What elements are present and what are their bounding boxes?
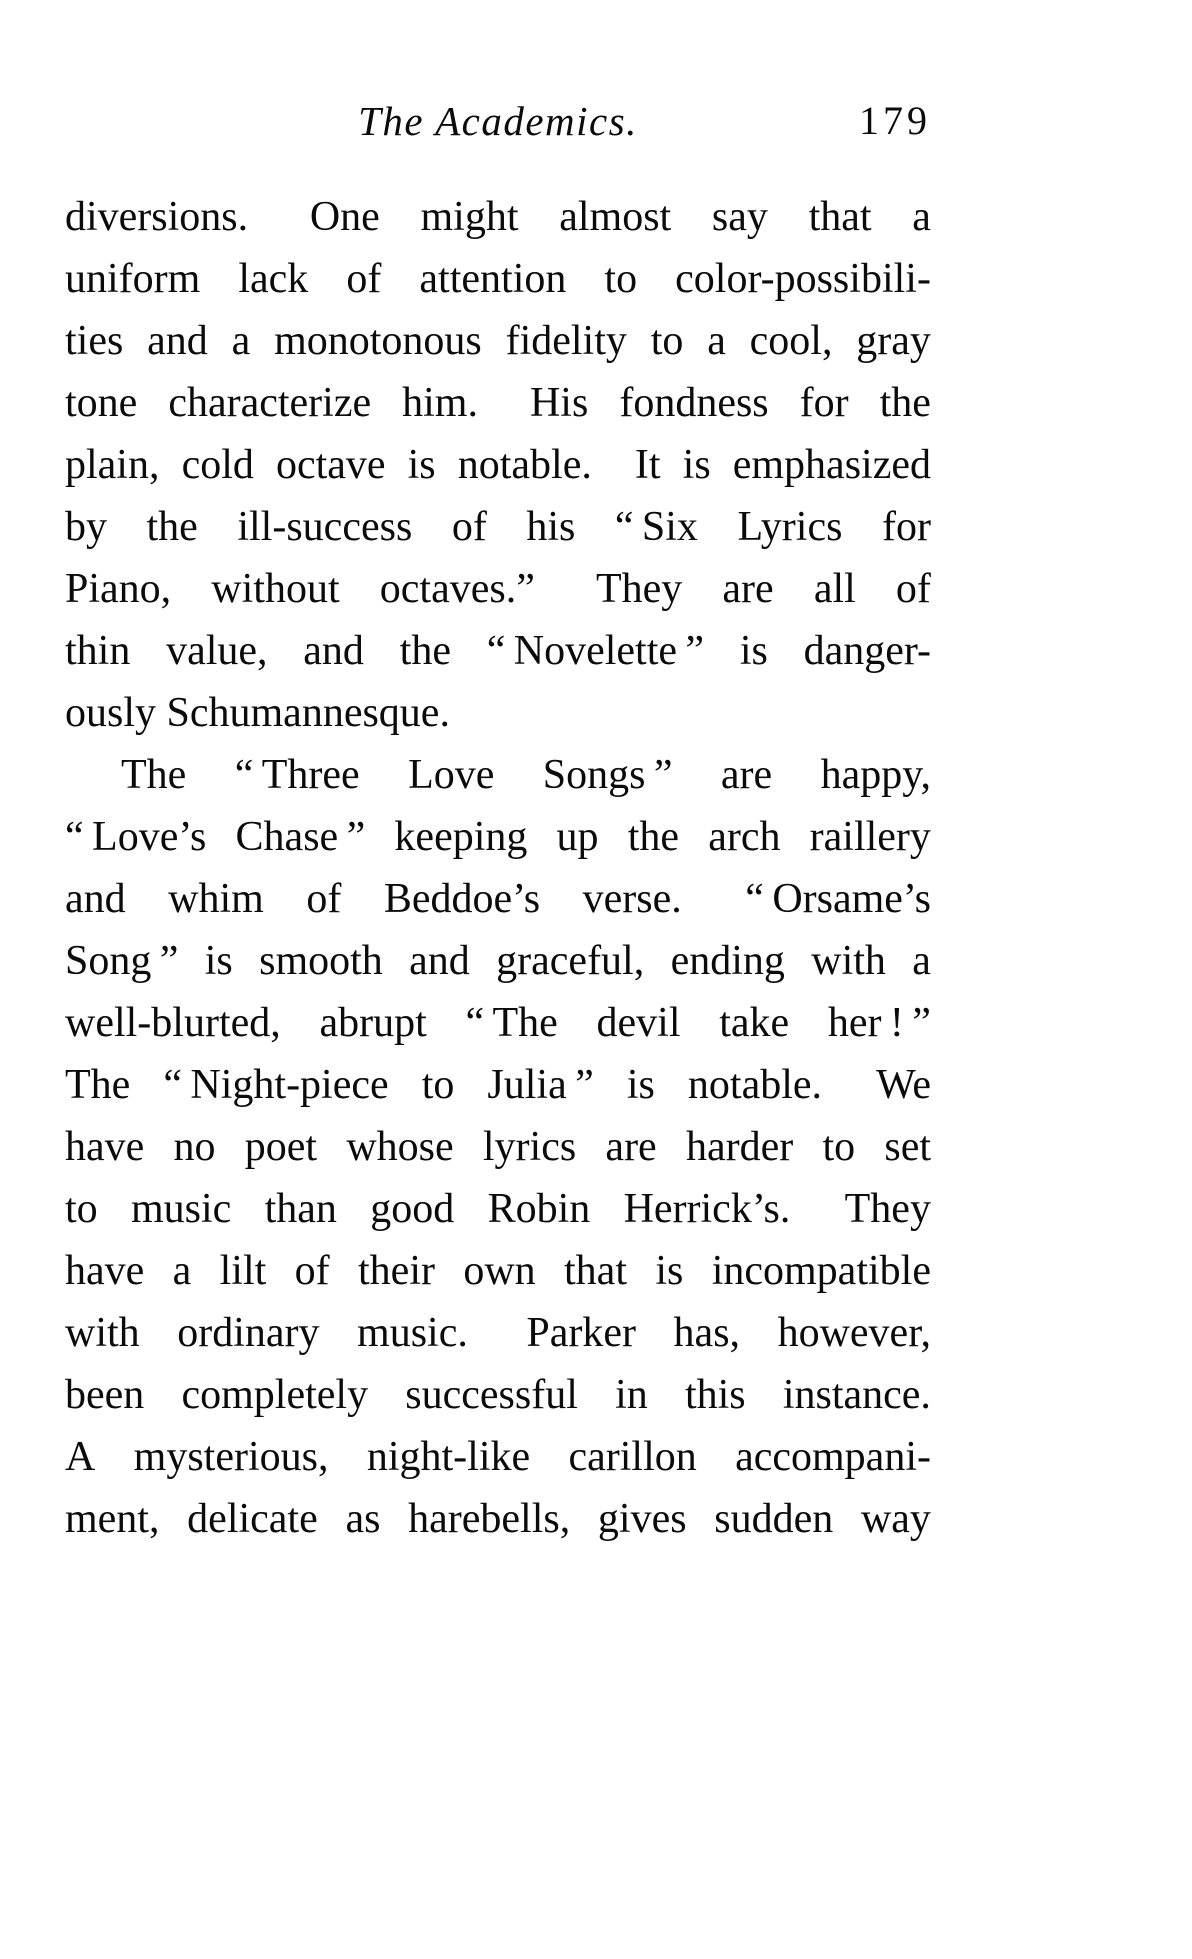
word: cold [181,442,254,488]
word: raillery [809,814,931,860]
word: devil [596,1000,681,1046]
text-line [65,992,931,1054]
running-title: The Academics. [358,98,638,144]
word: might [420,194,519,240]
word: ordinary [177,1310,320,1356]
word: Robin [487,1186,591,1232]
word: a [231,318,251,364]
word: as [345,1496,381,1542]
word: octave [275,442,386,488]
word: take [719,1000,790,1046]
word: successful [405,1372,578,1418]
word: A [65,1434,96,1480]
word: monotonous [274,318,482,364]
word: Songs ” [542,752,673,798]
text-line [65,310,931,372]
text-line [65,1054,931,1116]
word: Parker [526,1310,637,1356]
word: are [722,566,774,612]
word: in [615,1372,648,1418]
word: all [813,566,856,612]
word: have [65,1248,145,1294]
word: Herrick’s. [623,1186,812,1232]
word: smooth [259,938,383,984]
text-line [65,1178,931,1240]
word: the [627,814,680,860]
word: music. [357,1310,489,1356]
word: a [707,318,726,364]
word: of [895,566,931,612]
word: Song ” [65,938,179,984]
word: uniform [65,256,201,302]
text-line [65,620,931,682]
word: sudden [714,1496,834,1542]
word: no [173,1124,216,1170]
word: music [130,1186,232,1232]
word: instance. [782,1372,931,1418]
word: him. [402,380,499,426]
word: than [264,1186,337,1232]
word: way [860,1496,931,1542]
word: is [739,628,768,674]
word: set [884,1124,931,1170]
word: his [526,504,576,550]
word: “ Orsame’s [745,876,931,922]
word: has, [673,1310,741,1356]
word: that [564,1248,627,1294]
text-line [65,1426,931,1488]
word: the [399,628,451,674]
word: attention [419,256,567,302]
word: accompani- [735,1434,931,1480]
word: poet [244,1124,318,1170]
word: to [650,318,684,364]
word: Chase ” [235,814,366,860]
word: are [605,1124,657,1170]
word: is [682,442,711,488]
word: One [309,194,380,240]
word: tone [65,380,138,426]
word: notable. [457,442,613,488]
word: is [407,442,436,488]
word: a [912,194,931,240]
text-line [65,1302,931,1364]
word: gives [597,1496,687,1542]
text-line [65,558,931,620]
word: His [529,380,589,426]
word: of [451,504,487,550]
word: We [876,1062,931,1108]
word: is [204,938,233,984]
page-lines [65,186,931,1550]
text-line [65,186,931,248]
word: verse. [582,876,703,922]
word: the [146,504,198,550]
text-line [65,930,931,992]
word: thin [65,628,131,674]
word: harebells, [408,1496,571,1542]
word: emphasized [732,442,931,488]
word: by [65,504,107,550]
word: been [65,1372,145,1418]
text-line [65,868,931,930]
word: notable. [687,1062,844,1108]
text-line [65,372,931,434]
word: to [421,1062,455,1108]
word: It [634,442,661,488]
page-header [65,92,931,150]
word: her ! ” [827,1000,931,1046]
word: Love [408,752,495,798]
word: good [370,1186,455,1232]
word: say [711,194,768,240]
word: Julia ” [487,1062,594,1108]
word: abrupt [319,1000,427,1046]
word: have [65,1124,145,1170]
word: ties [65,318,124,364]
word: fidelity [505,318,627,364]
word: Piano, [65,566,172,612]
word: octaves.” [379,566,556,612]
word: color-possibili- [675,256,931,302]
word: lack [238,256,309,302]
word: They [595,566,683,612]
word: for [881,504,931,550]
word: and [65,876,126,922]
word: ment, [65,1496,160,1542]
word: “ Novelette ” [486,628,705,674]
word: lyrics [482,1124,577,1170]
word: carillon [568,1434,697,1480]
word: is [655,1248,684,1294]
text-line [65,1116,931,1178]
word: “ Night-piece [163,1062,389,1108]
word: value, [166,628,268,674]
word: however, [777,1310,931,1356]
word: “ The [465,1000,558,1046]
word: are [720,752,773,798]
word: whim [168,876,264,922]
word: and [409,938,470,984]
word: of [294,1248,330,1294]
word: gray [856,318,931,364]
word: to [65,1186,98,1232]
word: “ Three [234,752,360,798]
word: ill-success [237,504,413,550]
word: to [604,256,638,302]
text-line [65,248,931,310]
word: incompatible [711,1248,931,1294]
word: harder [685,1124,794,1170]
text-line [65,1488,931,1550]
word: “ Six [614,504,698,550]
word: ending [670,938,785,984]
word: to [822,1124,856,1170]
text-line [65,1364,931,1426]
word: danger- [803,628,931,674]
word: mysterious, [133,1434,329,1480]
word: The [65,1062,131,1108]
word: and [303,628,364,674]
word: of [346,256,382,302]
text-line [65,806,931,868]
word: whose [346,1124,454,1170]
word: arch [708,814,781,860]
word: without [211,566,340,612]
word: keeping [394,814,528,860]
word: fondness [619,380,769,426]
word: plain, [65,442,160,488]
text-line [65,496,931,558]
word: completely [181,1372,369,1418]
word: “ Love’s [65,814,207,860]
word: happy, [820,752,931,798]
word: cool, [749,318,833,364]
word: own [463,1248,536,1294]
text-line [65,744,931,806]
word: graceful, [496,938,645,984]
word: lilt [219,1248,267,1294]
word: this [684,1372,746,1418]
text-line [65,1240,931,1302]
word: a [912,938,931,984]
word: for [799,380,849,426]
word: and [147,318,208,364]
word: characterize [168,380,372,426]
word: diversions. [65,194,270,240]
word: the [879,380,931,426]
word: Lyrics [737,504,843,550]
word: is [626,1062,655,1108]
word: with [65,1310,140,1356]
text-line [65,434,931,496]
word: well-blurted, [65,1000,281,1046]
word: night-like [366,1434,531,1480]
word: that [808,194,872,240]
word: almost [559,194,672,240]
word: The [121,752,187,798]
word: their [358,1248,435,1294]
word: Beddoe’s [383,876,541,922]
word: of [306,876,342,922]
word: They [844,1186,931,1232]
word: up [556,814,599,860]
page-number: 179 [859,98,931,143]
word: with [811,938,886,984]
word: delicate [187,1496,318,1542]
text-line: ously Schumannesque. [65,690,450,736]
word: a [172,1248,192,1294]
